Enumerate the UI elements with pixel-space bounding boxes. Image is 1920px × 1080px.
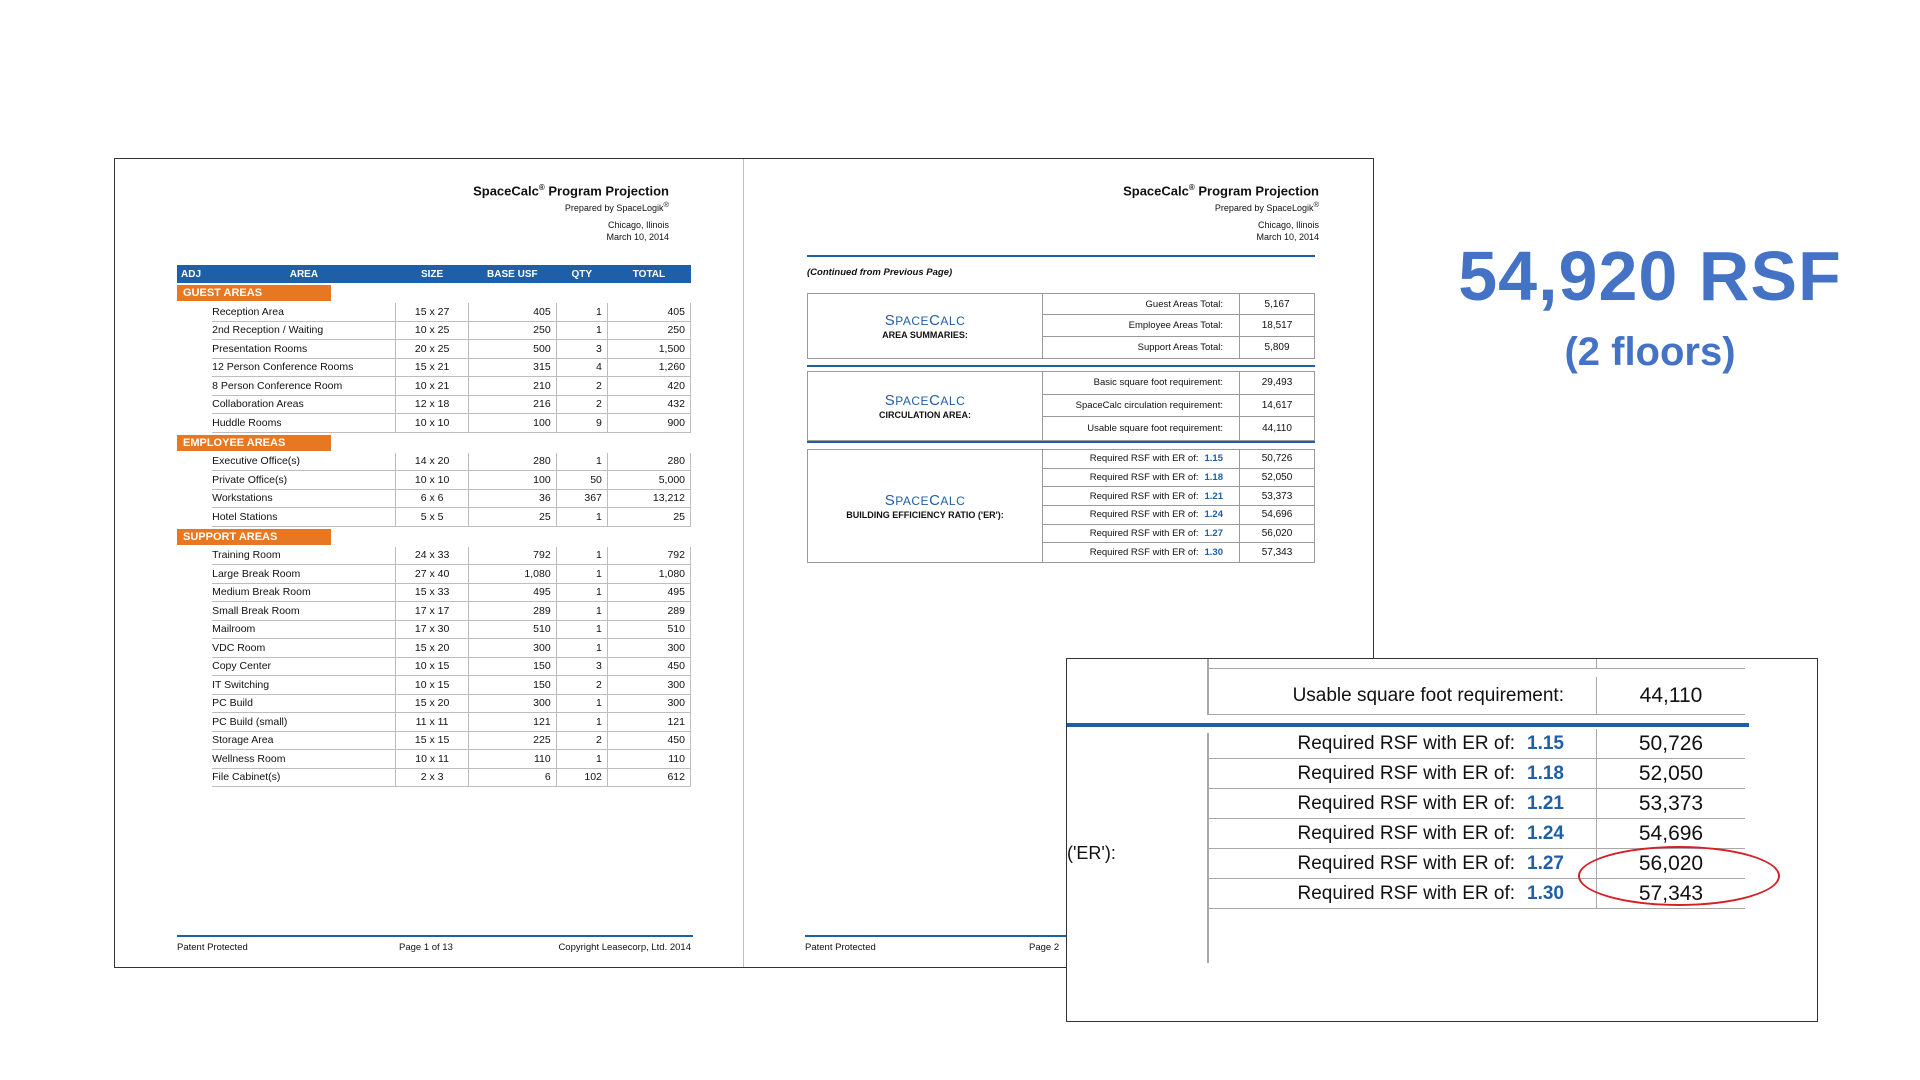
continued-note: (Continued from Previous Page) [807, 267, 953, 278]
size-cell: 15 x 21 [396, 358, 469, 377]
total-cell: 25 [607, 508, 690, 527]
size-cell: 17 x 30 [396, 620, 469, 639]
inset-section-rule [1067, 723, 1749, 727]
section-label: SUPPORT AREAS [177, 529, 331, 545]
total-cell: 300 [607, 639, 690, 658]
spacecalc-logo: SPACECALC [884, 312, 966, 329]
area-cell: PC Build [212, 694, 396, 713]
inset-rsf-value: 53,373 [1638, 791, 1704, 815]
area-cell: Executive Office(s) [212, 453, 396, 471]
size-cell: 15 x 20 [396, 639, 469, 658]
qty-cell: 102 [556, 768, 607, 787]
summary-row [1042, 372, 1314, 395]
location-date [1123, 219, 1319, 243]
floors-callout: (2 floors) [1564, 330, 1736, 374]
er-value: 1.18 [1204, 471, 1223, 483]
adj-cell [177, 583, 212, 602]
report-title: SpaceCalc® Program Projection [1123, 183, 1319, 199]
footer-patent: Patent Protected [805, 942, 876, 953]
adj-cell [177, 414, 212, 433]
table-row [177, 620, 691, 639]
total-cell: 289 [607, 602, 690, 621]
section-header-row [177, 526, 691, 547]
page-1 [115, 159, 743, 967]
col-area: AREA [212, 265, 396, 283]
adj-cell [177, 508, 212, 527]
summary-value: 14,617 [1261, 399, 1293, 411]
base-usf-cell: 280 [468, 453, 556, 471]
area-cell: Training Room [212, 547, 396, 565]
area-cell: Reception Area [212, 303, 396, 321]
summary-value: 56,020 [1261, 527, 1293, 539]
adj-cell [177, 694, 212, 713]
er-row [1042, 450, 1314, 469]
summary-value: 29,493 [1261, 377, 1293, 389]
size-cell: 14 x 20 [396, 453, 469, 471]
table-row [177, 358, 691, 377]
adj-cell [177, 303, 212, 321]
inset-rsf-value: 52,050 [1638, 761, 1704, 785]
summary-label: Basic square foot requirement: [1042, 372, 1240, 394]
footer-copyright: Copyright Leasecorp, Ltd. 2014 [558, 942, 691, 953]
area-cell: Copy Center [212, 657, 396, 676]
size-cell: 10 x 11 [396, 750, 469, 769]
table-row [177, 340, 691, 359]
summary-value: 5,167 [1264, 298, 1290, 310]
qty-cell: 2 [556, 676, 607, 695]
er-value: 1.27 [1204, 527, 1223, 539]
base-usf-cell: 210 [468, 377, 556, 396]
rsf-callout: 54,920 RSF [1458, 237, 1842, 315]
qty-cell: 1 [556, 321, 607, 340]
size-cell: 24 x 33 [396, 547, 469, 565]
adj-cell [177, 620, 212, 639]
base-usf-cell: 405 [468, 303, 556, 321]
er-row-label: Required RSF with ER of: 1.24 [1042, 506, 1240, 524]
inset-er-value: 1.24 [1527, 822, 1564, 844]
footer-page: Page 2 [1029, 942, 1060, 953]
circulation-block [807, 371, 1315, 441]
adj-cell [177, 395, 212, 414]
table-row [177, 489, 691, 508]
summary-row [1042, 417, 1314, 440]
total-cell: 432 [607, 395, 690, 414]
total-cell: 121 [607, 713, 690, 732]
adj-cell [177, 489, 212, 508]
section-rule [807, 441, 1315, 443]
er-row-label: Required RSF with ER of: 1.21 [1042, 487, 1240, 505]
size-cell: 27 x 40 [396, 565, 469, 584]
table-row [177, 602, 691, 621]
er-row [1042, 525, 1314, 544]
footer-rule [177, 935, 693, 937]
inset-rsf-value: 50,726 [1638, 731, 1704, 755]
summary-value: 5,809 [1264, 341, 1290, 353]
size-cell: 6 x 6 [396, 489, 469, 508]
adj-cell [177, 358, 212, 377]
size-cell: 2 x 3 [396, 768, 469, 787]
area-cell: 2nd Reception / Waiting [212, 321, 396, 340]
qty-cell: 4 [556, 358, 607, 377]
area-summaries-label: SPACECALC AREA SUMMARIES: [808, 294, 1043, 358]
table-row [177, 768, 691, 787]
spacecalc-logo: SPACECALC [884, 492, 966, 509]
qty-cell: 3 [556, 340, 607, 359]
section-label: EMPLOYEE AREAS [177, 435, 331, 451]
table-header [177, 265, 691, 283]
er-value: 1.24 [1204, 509, 1223, 521]
total-cell: 900 [607, 414, 690, 433]
table-row [177, 395, 691, 414]
inset-cutoff-row [1207, 658, 1745, 669]
table-row [177, 377, 691, 396]
base-usf-cell: 100 [468, 414, 556, 433]
summary-value: 52,050 [1261, 471, 1293, 483]
size-cell: 10 x 10 [396, 471, 469, 490]
inset-er-label: Required RSF with ER of: 1.18 [1207, 759, 1597, 788]
efficiency-ratio-block [807, 449, 1315, 563]
qty-cell: 1 [556, 565, 607, 584]
adj-cell [177, 547, 212, 565]
area-cell: Storage Area [212, 731, 396, 750]
table-row [177, 547, 691, 565]
area-cell: Huddle Rooms [212, 414, 396, 433]
summary-row [1042, 294, 1314, 315]
inset-er-row [1207, 819, 1745, 849]
report-title: SpaceCalc® Program Projection [473, 183, 669, 199]
highlight-ellipse [1578, 846, 1780, 906]
footer-patent: Patent Protected [177, 942, 248, 953]
table-row [177, 508, 691, 527]
total-cell: 250 [607, 321, 690, 340]
qty-cell: 1 [556, 750, 607, 769]
area-cell: Workstations [212, 489, 396, 508]
total-cell: 1,500 [607, 340, 690, 359]
qty-cell: 367 [556, 489, 607, 508]
header-rule [807, 255, 1315, 257]
adj-cell [177, 768, 212, 787]
summary-value: 44,110 [1262, 423, 1292, 435]
qty-cell: 9 [556, 414, 607, 433]
total-cell: 450 [607, 731, 690, 750]
col-total: TOTAL [607, 265, 690, 283]
col-base-usf: BASE USF [468, 265, 556, 283]
adj-cell [177, 602, 212, 621]
table-row [177, 471, 691, 490]
area-cell: Private Office(s) [212, 471, 396, 490]
size-cell: 10 x 25 [396, 321, 469, 340]
inset-er-label: ('ER'): [1067, 843, 1116, 863]
inset-er-label: Required RSF with ER of: 1.24 [1207, 819, 1597, 848]
area-summary-rows [1042, 294, 1314, 358]
footer-page: Page 1 of 13 [399, 942, 453, 953]
table-row [177, 750, 691, 769]
size-cell: 15 x 15 [396, 731, 469, 750]
qty-cell: 1 [556, 583, 607, 602]
qty-cell: 1 [556, 694, 607, 713]
table-row [177, 453, 691, 471]
inset-er-label: Required RSF with ER of: 1.30 [1207, 879, 1597, 908]
summary-value: 18,517 [1261, 319, 1293, 331]
base-usf-cell: 100 [468, 471, 556, 490]
size-cell: 10 x 15 [396, 676, 469, 695]
total-cell: 510 [607, 620, 690, 639]
base-usf-cell: 792 [468, 547, 556, 565]
area-cell: IT Switching [212, 676, 396, 695]
inset-er-value: 1.15 [1527, 732, 1564, 754]
qty-cell: 2 [556, 395, 607, 414]
size-cell: 10 x 15 [396, 657, 469, 676]
inset-er-value: 1.27 [1527, 852, 1564, 874]
er-row-label: Required RSF with ER of: 1.18 [1042, 469, 1240, 487]
page-divider [743, 159, 744, 967]
total-cell: 792 [607, 547, 690, 565]
inset-usable-row [1207, 677, 1745, 715]
area-summaries-block [807, 293, 1315, 359]
inset-usable-label: Usable square foot requirement: [1207, 677, 1597, 714]
qty-cell: 1 [556, 453, 607, 471]
size-cell: 5 x 5 [396, 508, 469, 527]
adj-cell [177, 639, 212, 658]
table-row [177, 676, 691, 695]
qty-cell: 1 [556, 620, 607, 639]
table-row [177, 321, 691, 340]
total-cell: 300 [607, 694, 690, 713]
page-header [473, 183, 669, 243]
base-usf-cell: 36 [468, 489, 556, 508]
qty-cell: 1 [556, 602, 607, 621]
base-usf-cell: 216 [468, 395, 556, 414]
base-usf-cell: 300 [468, 639, 556, 658]
inset-rsf-value: 57,343 [1638, 881, 1704, 905]
area-cell: Collaboration Areas [212, 395, 396, 414]
base-usf-cell: 300 [468, 694, 556, 713]
qty-cell: 2 [556, 377, 607, 396]
city: Chicago, Ilinois [1257, 220, 1319, 231]
total-cell: 1,260 [607, 358, 690, 377]
circulation-rows [1042, 372, 1314, 440]
section-header-row [177, 432, 691, 453]
area-cell: Medium Break Room [212, 583, 396, 602]
inset-usable-value: 44,110 [1639, 683, 1703, 707]
inset-er-row [1207, 729, 1745, 759]
summary-label: SpaceCalc circulation requirement: [1042, 395, 1240, 417]
base-usf-cell: 495 [468, 583, 556, 602]
table-row [177, 657, 691, 676]
base-usf-cell: 250 [468, 321, 556, 340]
size-cell: 11 x 11 [396, 713, 469, 732]
inset-er-row [1207, 759, 1745, 789]
program-table [177, 265, 691, 787]
qty-cell: 1 [556, 547, 607, 565]
size-cell: 15 x 27 [396, 303, 469, 321]
summary-value: 57,343 [1261, 547, 1293, 559]
er-row [1042, 469, 1314, 488]
base-usf-cell: 225 [468, 731, 556, 750]
size-cell: 15 x 20 [396, 694, 469, 713]
summary-value: 54,696 [1261, 509, 1293, 521]
er-value: 1.15 [1204, 453, 1223, 465]
col-size: SIZE [396, 265, 469, 283]
adj-cell [177, 340, 212, 359]
adj-cell [177, 377, 212, 396]
base-usf-cell: 500 [468, 340, 556, 359]
qty-cell: 50 [556, 471, 607, 490]
base-usf-cell: 121 [468, 713, 556, 732]
summary-value: 50,726 [1261, 453, 1293, 465]
efficiency-ratio-rows [1042, 450, 1314, 562]
size-cell: 17 x 17 [396, 602, 469, 621]
size-cell: 10 x 21 [396, 377, 469, 396]
summary-label: Guest Areas Total: [1042, 294, 1240, 314]
base-usf-cell: 150 [468, 657, 556, 676]
circulation-label: SPACECALC CIRCULATION AREA: [808, 372, 1043, 440]
base-usf-cell: 25 [468, 508, 556, 527]
area-cell: Hotel Stations [212, 508, 396, 527]
prepared-by: Prepared by SpaceLogik® [564, 200, 669, 214]
table-row [177, 303, 691, 321]
base-usf-cell: 315 [468, 358, 556, 377]
qty-cell: 2 [556, 731, 607, 750]
inset-er-value: 1.18 [1527, 762, 1564, 784]
date: March 10, 2014 [606, 232, 669, 243]
total-cell: 450 [607, 657, 690, 676]
table-row [177, 583, 691, 602]
table-row [177, 731, 691, 750]
table-row [177, 639, 691, 658]
area-cell: Presentation Rooms [212, 340, 396, 359]
total-cell: 13,212 [607, 489, 690, 508]
base-usf-cell: 150 [468, 676, 556, 695]
total-cell: 612 [607, 768, 690, 787]
summary-row [1042, 315, 1314, 336]
adj-cell [177, 321, 212, 340]
total-cell: 405 [607, 303, 690, 321]
area-cell: File Cabinet(s) [212, 768, 396, 787]
adj-cell [177, 471, 212, 490]
size-cell: 10 x 10 [396, 414, 469, 433]
col-adj: ADJ [177, 265, 212, 283]
summary-label: Usable square foot requirement: [1042, 417, 1240, 440]
table-body [177, 283, 691, 787]
er-row-label: Required RSF with ER of: 1.30 [1042, 543, 1240, 562]
adj-cell [177, 750, 212, 769]
page-header [1123, 183, 1319, 243]
col-qty: QTY [556, 265, 607, 283]
total-cell: 495 [607, 583, 690, 602]
adj-cell [177, 676, 212, 695]
adj-cell [177, 657, 212, 676]
table-row [177, 713, 691, 732]
summary-row [1042, 337, 1314, 358]
summary-row [1042, 395, 1314, 418]
area-cell: Large Break Room [212, 565, 396, 584]
size-cell: 12 x 18 [396, 395, 469, 414]
inset-er-value: 1.30 [1527, 882, 1564, 904]
adj-cell [177, 565, 212, 584]
total-cell: 300 [607, 676, 690, 695]
area-cell: 8 Person Conference Room [212, 377, 396, 396]
area-cell: 12 Person Conference Rooms [212, 358, 396, 377]
total-cell: 1,080 [607, 565, 690, 584]
city: Chicago, Ilinois [607, 220, 669, 231]
area-cell: PC Build (small) [212, 713, 396, 732]
inset-er-value: 1.21 [1527, 792, 1564, 814]
prepared-by: Prepared by SpaceLogik® [1214, 200, 1319, 214]
area-cell: Small Break Room [212, 602, 396, 621]
er-value: 1.21 [1204, 490, 1223, 502]
er-row-label: Required RSF with ER of: 1.15 [1042, 450, 1240, 468]
summary-label: Support Areas Total: [1042, 337, 1240, 358]
er-row [1042, 506, 1314, 525]
adj-cell [177, 713, 212, 732]
area-cell: Mailroom [212, 620, 396, 639]
table-row [177, 414, 691, 433]
total-cell: 420 [607, 377, 690, 396]
qty-cell: 1 [556, 713, 607, 732]
inset-er-label: Required RSF with ER of: 1.21 [1207, 789, 1597, 818]
zoom-inset [1066, 658, 1818, 1022]
section-rule [807, 365, 1315, 367]
table-row [177, 565, 691, 584]
base-usf-cell: 1,080 [468, 565, 556, 584]
er-value: 1.30 [1204, 547, 1223, 559]
summary-label: Employee Areas Total: [1042, 315, 1240, 335]
er-row-label: Required RSF with ER of: 1.27 [1042, 525, 1240, 543]
total-cell: 110 [607, 750, 690, 769]
date: March 10, 2014 [1256, 232, 1319, 243]
summary-value: 53,373 [1261, 490, 1293, 502]
area-cell: VDC Room [212, 639, 396, 658]
location-date [473, 219, 669, 243]
inset-er-label: Required RSF with ER of: 1.15 [1207, 729, 1597, 758]
table-row [177, 694, 691, 713]
efficiency-ratio-label: SPACECALC BUILDING EFFICIENCY RATIO ('ER'): [808, 450, 1043, 562]
inset-er-label: Required RSF with ER of: 1.27 [1207, 849, 1597, 878]
inset-rsf-value: 56,020 [1638, 851, 1704, 875]
base-usf-cell: 510 [468, 620, 556, 639]
inset-rsf-value: 54,696 [1638, 821, 1704, 845]
size-cell: 20 x 25 [396, 340, 469, 359]
er-row [1042, 543, 1314, 562]
qty-cell: 1 [556, 303, 607, 321]
qty-cell: 1 [556, 508, 607, 527]
area-cell: Wellness Room [212, 750, 396, 769]
base-usf-cell: 110 [468, 750, 556, 769]
size-cell: 15 x 33 [396, 583, 469, 602]
section-label: GUEST AREAS [177, 285, 331, 301]
er-row [1042, 487, 1314, 506]
inset-er-row [1207, 789, 1745, 819]
section-header-row [177, 283, 691, 303]
qty-cell: 3 [556, 657, 607, 676]
spacecalc-logo: SPACECALC [884, 392, 966, 409]
adj-cell [177, 453, 212, 471]
total-cell: 5,000 [607, 471, 690, 490]
base-usf-cell: 289 [468, 602, 556, 621]
base-usf-cell: 6 [468, 768, 556, 787]
qty-cell: 1 [556, 639, 607, 658]
total-cell: 280 [607, 453, 690, 471]
adj-cell [177, 731, 212, 750]
